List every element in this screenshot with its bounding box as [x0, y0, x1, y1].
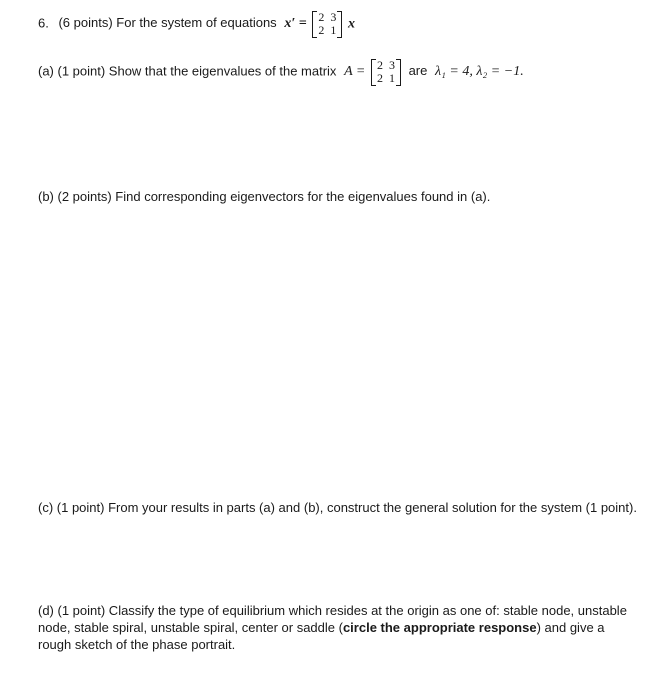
part-a-eigenvalues: λ₁ = 4, λ₂ = −1. — [434, 64, 524, 80]
part-b: (b) (2 points) Find corresponding eigenvectors for the eigenvalues found in (a). — [38, 189, 491, 204]
part-d-text-after: ) and give a rough sketch of the phase portrait. — [38, 620, 605, 652]
system-rhs-vector: x — [347, 16, 355, 32]
part-a-are: are — [408, 63, 428, 79]
matrix-a21: 2 — [376, 71, 383, 85]
part-d — [38, 602, 636, 653]
question-intro: (6 points) For the system of equations — [58, 15, 277, 31]
matrix-a22: 1 — [388, 71, 395, 85]
question-6-header — [38, 10, 355, 38]
part-d-text-before: (d) (1 point) Classify the type of equilibrium which resides at the origin as one of: stable node, unstable node, stable spiral, unstable spiral, center or saddle ( — [38, 603, 627, 635]
coefficient-matrix — [312, 10, 342, 38]
part-a — [38, 58, 524, 86]
part-c: (c) (1 point) From your results in parts (a) and (b), construct the general solution for the system (1 point). — [38, 500, 637, 515]
matrix-a12: 3 — [388, 58, 395, 72]
matrix-a11: 2 — [376, 58, 383, 72]
system-lhs: x′ = — [284, 16, 307, 32]
matrix-a12: 3 — [330, 10, 337, 24]
part-a-matrix — [371, 58, 401, 86]
part-a-prefix: (a) (1 point) Show that the eigenvalues of the matrix — [38, 63, 337, 79]
matrix-a11: 2 — [318, 10, 325, 24]
part-a-matrix-var: A = — [344, 64, 366, 80]
matrix-a22: 1 — [330, 23, 337, 37]
matrix-a21: 2 — [318, 23, 325, 37]
question-number: 6. — [38, 15, 49, 31]
part-d-bold: circle the appropriate response — [342, 620, 537, 635]
